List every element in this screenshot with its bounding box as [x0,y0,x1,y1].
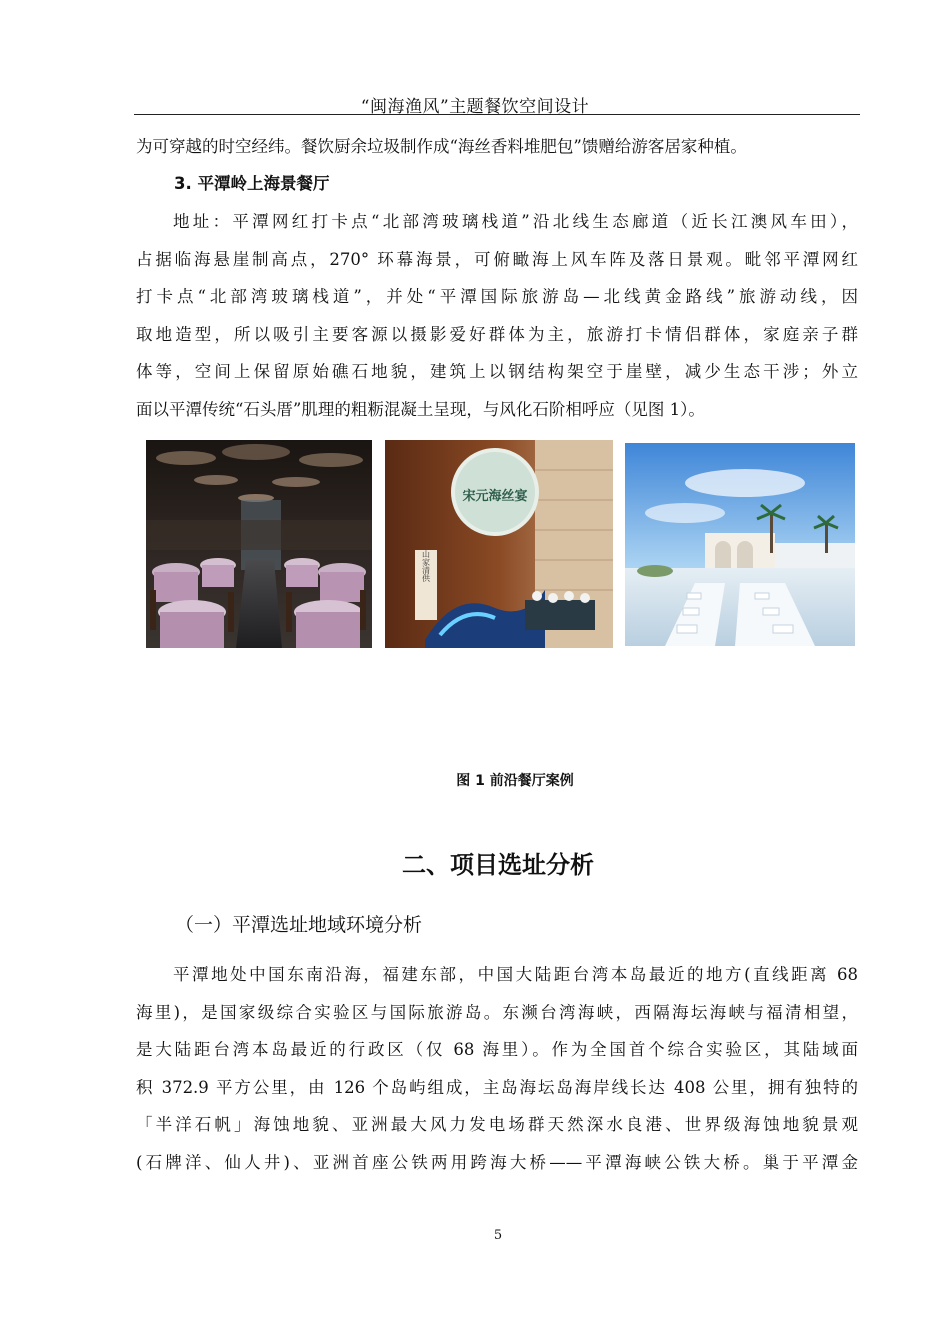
paragraph-restaurant-address [136,203,858,428]
text-line: 「半洋石帆」海蚀地貌、亚洲最大风力发电场群天然深水良港、世界级海蚀地貌景观 [136,1115,858,1134]
running-header: “闽海渔风”主题餐饮空间设计 [360,97,590,117]
section-heading-3: 3. 平潭岭上海景餐厅 [174,174,330,193]
text-line: (石牌洋、仙人井)、亚洲首座公铁两用跨海大桥——平潭海峡公铁大桥。巢于平潭金 [136,1152,858,1172]
text-line: 为可穿越的时空经纬。餐饮厨余垃圾制作成“海丝香料堆肥包”馈赠给游客居家种植。 [136,137,747,156]
text-line: 积 372.9 平方公里，由 126 个岛屿组成，主岛海坛岛海岸线长达 408 公里，拥有独特的 [136,1077,858,1097]
seaside-terrace-rendering [625,443,855,646]
intro-paragraph [136,128,858,166]
text-line: 海里)，是国家级综合实验区与国际旅游岛。东濒台湾海峡，西隔海坛海峡与福清相望， [136,1002,858,1022]
chapter-heading: 二、项目选址分析 [402,851,594,879]
text-line: 地址：平潭网红打卡点“北部湾玻璃栈道”沿北线生态廊道（近长江澳风车田）， [173,212,858,231]
text-line: 面以平潭传统“石头厝”肌理的粗粝混凝土呈现，与风化石阶相呼应（见图 1）。 [136,399,705,419]
header-divider [134,114,860,115]
scroll-text: 山家清供 [421,550,431,582]
restaurant-interior-photo [146,440,372,648]
text-line: 体等，空间上保留原始礁石地貌，建筑上以钢结构架空于崖壁，减少生态干涉；外立 [136,362,858,381]
text-line: 是大陆距台湾本岛最近的行政区（仅 68 海里）。作为全国首个综合实验区，其陆域面 [136,1040,858,1059]
paragraph-pingtan-environment [136,956,858,1181]
text-line: 打卡点“北部湾玻璃栈道”，并处“平潭国际旅游岛—北线黄金路线”旅游动线，因 [136,287,858,306]
themed-interior-photo [385,440,613,648]
page-number: 5 [493,1228,503,1243]
restaurant-sign-text: 宋元海丝宴 [462,489,528,504]
subsection-heading: （一）平潭选址地域环境分析 [175,914,423,936]
text-line: 取地造型，所以吸引主要客源以摄影爱好群体为主，旅游打卡情侣群体，家庭亲子群 [136,324,858,344]
text-line: 占据临海悬崖制高点，270° 环幕海景，可俯瞰海上风车阵及落日景观。毗邻平潭网红 [136,249,858,269]
figure-caption: 图 1 前沿餐厅案例 [456,773,574,789]
text-line: 平潭地处中国东南沿海，福建东部，中国大陆距台湾本岛最近的地方(直线距离 68 [173,965,858,984]
